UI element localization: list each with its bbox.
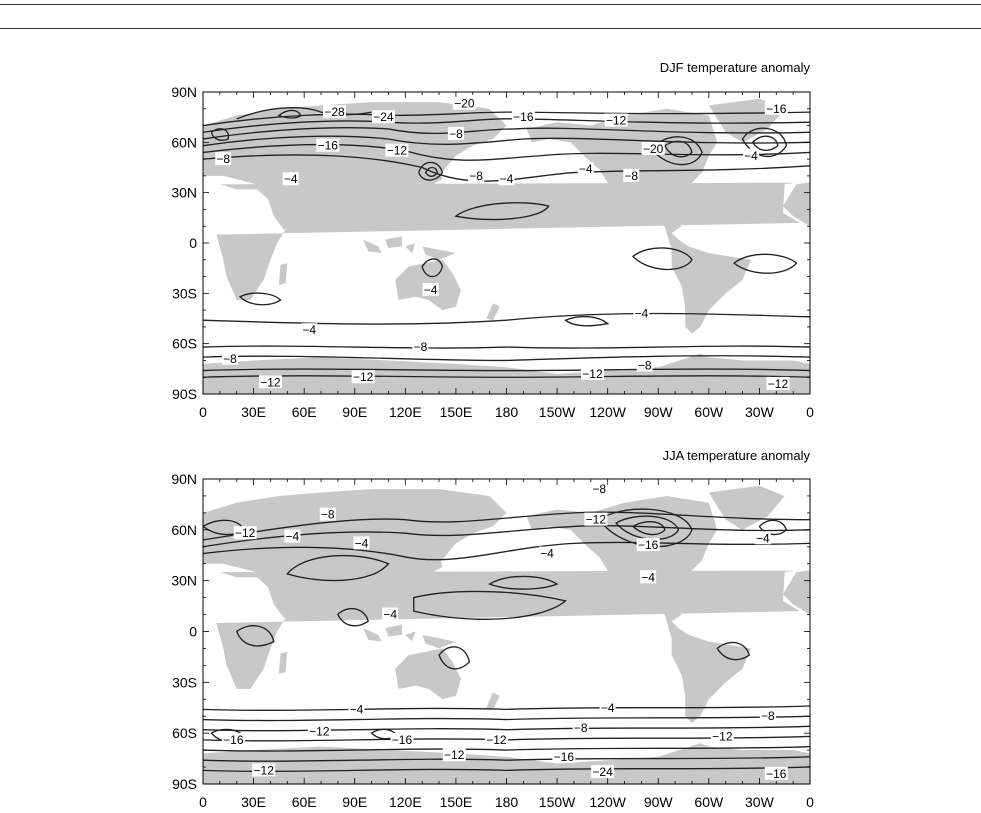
contour-label: −16	[391, 732, 413, 747]
contour-label: −8	[223, 351, 237, 366]
contour-label: −8	[624, 168, 639, 183]
x-tick-label: 150W	[538, 404, 576, 420]
contour-label: −8	[592, 482, 607, 497]
x-tick-label: 60W	[694, 794, 724, 810]
x-tick-label: 120W	[589, 794, 626, 810]
x-tick-label: 30E	[241, 794, 267, 810]
contour-label: −16	[637, 538, 659, 553]
panel-title: DJF temperature anomaly	[659, 60, 810, 75]
x-tick-label: 150E	[439, 404, 473, 420]
y-tick-label: 30N	[171, 572, 197, 589]
x-tick-label: 30E	[241, 404, 267, 420]
x-tick-label: 30W	[745, 404, 774, 420]
x-tick-label: 150E	[439, 794, 473, 810]
x-tick-label: 120E	[388, 794, 422, 810]
x-tick-label: 60E	[291, 404, 317, 420]
contour-label: −4	[285, 529, 300, 544]
contour-label: −4	[641, 570, 655, 585]
x-axis	[199, 794, 814, 810]
contour-label: −12	[767, 376, 789, 391]
contour-label: −12	[253, 763, 274, 778]
y-tick-label: 60S	[172, 725, 197, 742]
contour-label: −16	[553, 749, 575, 764]
contour-label: −28	[324, 105, 345, 120]
contour-label: −4	[540, 546, 554, 561]
contour-label: −12	[486, 732, 507, 747]
y-tick-label: 0	[189, 623, 197, 640]
contour-label: −12	[260, 375, 281, 390]
contour-label: −20	[643, 142, 664, 157]
contour-label: −12	[386, 143, 408, 158]
contour-label: −24	[592, 765, 613, 780]
contour-label: −16	[223, 732, 244, 747]
contour-label: −20	[454, 96, 475, 111]
contour-label: −16	[513, 110, 534, 125]
contour-label: −4	[283, 172, 298, 187]
contour-label: −16	[317, 138, 338, 153]
y-tick-label: 90S	[172, 776, 197, 792]
y-tick-label: 90N	[171, 84, 197, 100]
contour-label: −4	[499, 172, 514, 187]
x-tick-label: 180	[494, 794, 519, 810]
x-tick-label: 0	[806, 794, 814, 810]
panel-djf	[171, 60, 814, 420]
contour-label: −12	[234, 526, 256, 541]
y-tick-label: 60S	[172, 335, 197, 352]
x-tick-label: 0	[806, 404, 814, 420]
contour-label: −12	[353, 370, 374, 385]
x-tick-label: 90E	[342, 794, 368, 810]
contour-label: −8	[573, 721, 588, 736]
contour-label: −4	[354, 536, 369, 551]
x-axis	[199, 404, 814, 420]
contour-label: −4	[349, 702, 364, 717]
contour-label: −4	[755, 531, 770, 546]
contour-label: −4	[578, 162, 593, 177]
contour-label: −4	[302, 323, 317, 338]
y-tick-label: 90S	[172, 386, 197, 402]
contour-label: −16	[766, 766, 787, 781]
y-axis	[171, 84, 197, 402]
contour-label: −24	[373, 110, 394, 125]
x-tick-label: 30W	[745, 794, 774, 810]
contour-label: −12	[444, 748, 465, 763]
contour-label: −8	[449, 126, 463, 141]
contour-label: −8	[413, 340, 428, 355]
y-tick-label: 30S	[172, 674, 197, 691]
contour-label: −12	[582, 366, 603, 381]
panel-title: JJA temperature anomaly	[662, 448, 810, 463]
contour-label: −4	[423, 282, 438, 297]
contour-label: −8	[637, 358, 652, 373]
contour-label: −12	[712, 729, 733, 744]
y-tick-label: 30S	[172, 285, 197, 302]
contour-label: −4	[744, 148, 758, 163]
x-tick-label: 90E	[342, 404, 368, 420]
x-tick-label: 60W	[694, 404, 724, 420]
x-tick-label: 120W	[589, 404, 626, 420]
x-tick-label: 90W	[643, 404, 673, 420]
y-tick-label: 60N	[171, 521, 197, 538]
x-tick-label: 150W	[538, 794, 576, 810]
y-tick-label: 90N	[171, 471, 197, 487]
y-tick-label: 60N	[171, 134, 197, 151]
x-tick-label: 90W	[643, 794, 673, 810]
contour-label: −8	[469, 168, 483, 183]
x-tick-label: 180	[494, 404, 519, 420]
y-tick-label: 30N	[171, 184, 197, 201]
contour-label: −8	[216, 152, 231, 167]
contour-label: −12	[585, 512, 607, 527]
x-tick-label: 120E	[388, 404, 422, 420]
contour-label: −8	[320, 507, 335, 522]
y-axis	[171, 471, 197, 792]
contour-label: −12	[605, 113, 627, 128]
x-tick-label: 0	[199, 794, 207, 810]
x-tick-label: 60E	[291, 794, 317, 810]
y-tick-label: 0	[189, 235, 197, 251]
contour-label: −8	[761, 709, 775, 724]
x-tick-label: 0	[199, 404, 207, 420]
contour-label: −16	[766, 101, 787, 116]
contour-label: −4	[383, 607, 398, 622]
contour-label: −4	[600, 700, 615, 715]
panel-jja	[171, 448, 814, 810]
contour-label: −12	[309, 724, 330, 739]
contour-label: −4	[634, 306, 649, 321]
